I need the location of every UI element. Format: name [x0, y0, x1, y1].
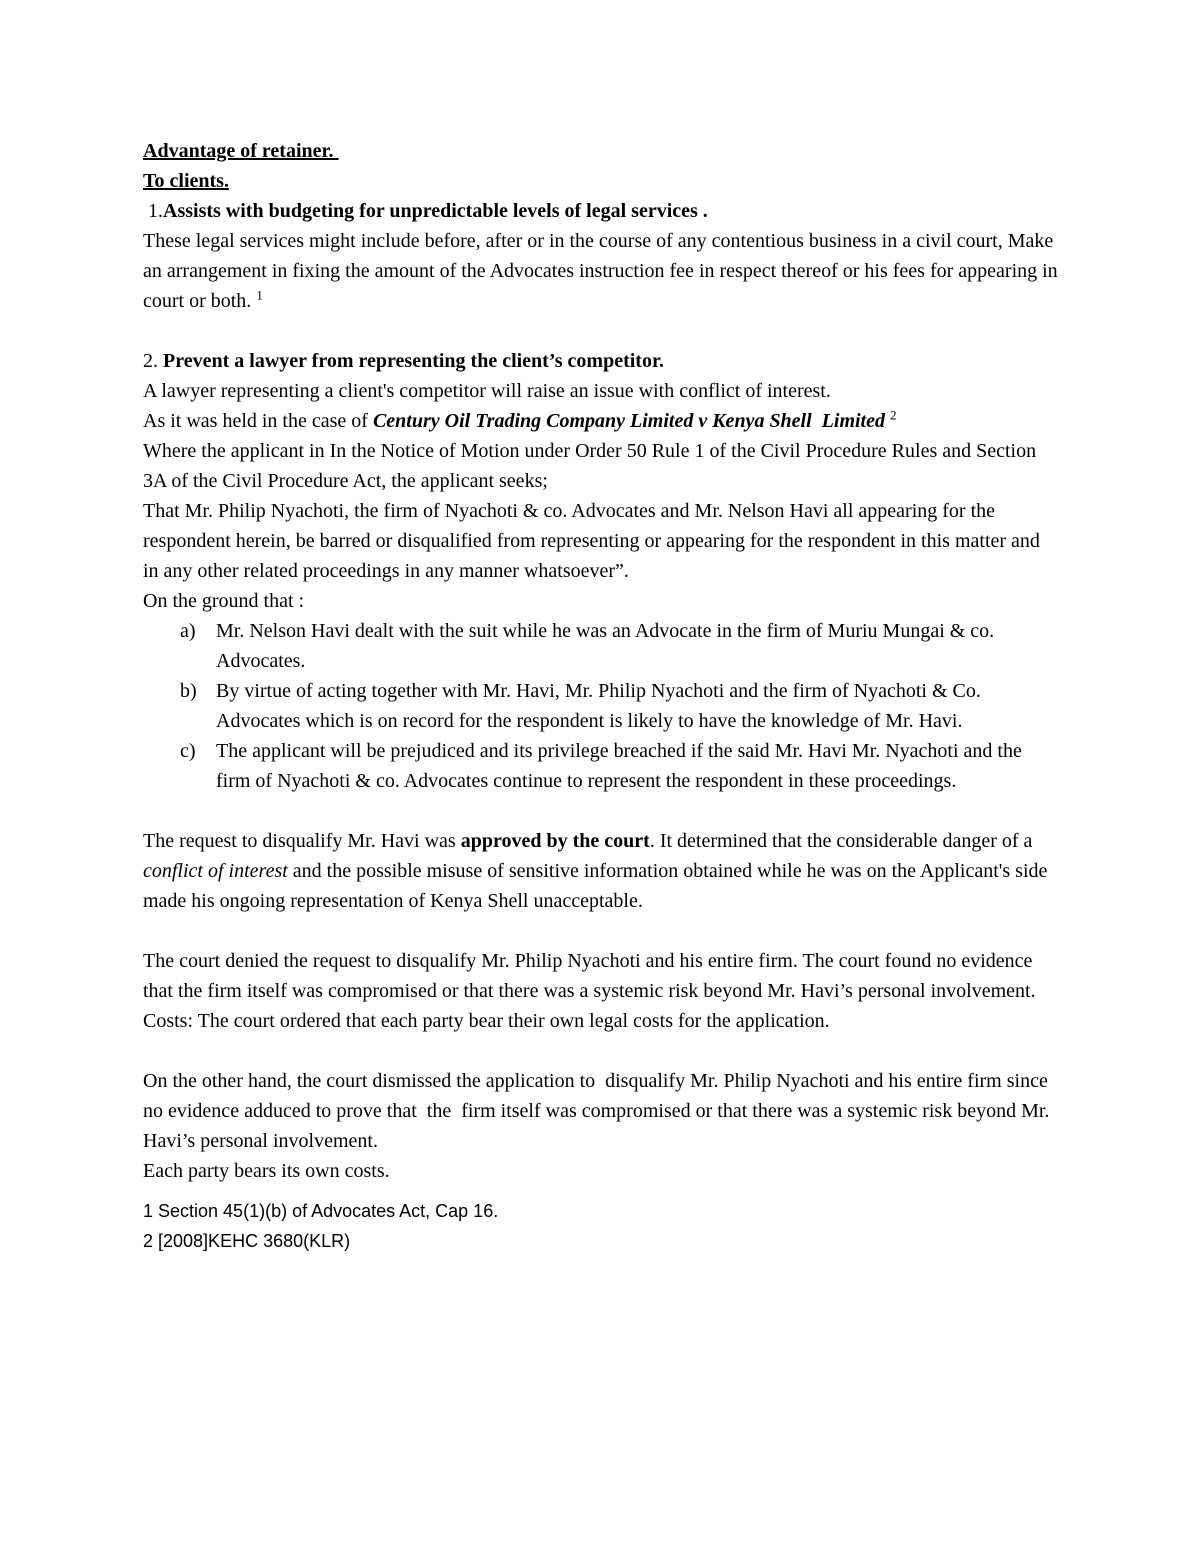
numbered-heading-prevent-lawyer — [143, 346, 1059, 376]
text-run: . It determined that the considerable danger of a — [649, 830, 1038, 852]
list-item-text — [216, 736, 1059, 796]
text-run: Advantage of retainer. — [143, 140, 339, 162]
text-run: Each party bears its own costs. — [143, 1160, 390, 1182]
text-run: conflict of interest — [143, 860, 288, 882]
paragraph-on-the-ground — [143, 586, 1059, 616]
list-item-a — [143, 616, 1059, 676]
list-item-b — [143, 676, 1059, 736]
numbered-heading-budgeting — [143, 196, 1059, 226]
list-marker: a) — [180, 620, 196, 642]
text-run: 2. — [143, 350, 163, 372]
grounds-list — [143, 616, 1059, 796]
spacer-2 — [143, 796, 1059, 826]
paragraph-court-denied — [143, 946, 1059, 1006]
paragraph-legal-services — [143, 226, 1063, 316]
list-item-c — [143, 736, 1059, 796]
text-run: The court denied the request to disqualify Mr. Philip Nyachoti and his entire firm. The court found no evidence that the firm itself was compromised or that there was a systemic risk beyond Mr. Havi’s personal involvement. — [143, 950, 1038, 1002]
text-run: Mr. Nelson Havi dealt with the suit while he was an Advocate in the firm of Muriu Mungai & co. Advocates. — [216, 620, 999, 672]
text-run: That Mr. Philip Nyachoti, the firm of Nyachoti & co. Advocates and Mr. Nelson Havi all appearing for the respondent herein, be barred or disqualified from representing or appearing for the respondent in this matter and in any other related proceedings in any manner whatsoever”. — [143, 500, 1045, 582]
text-run: The request to disqualify Mr. Havi was — [143, 830, 461, 852]
document-blocks — [143, 136, 1063, 1186]
paragraph-conflict-of-interest — [143, 376, 1059, 406]
footnotes — [143, 1196, 1059, 1256]
paragraph-costs — [143, 1006, 1059, 1036]
paragraph-notice-of-motion — [143, 436, 1059, 496]
text-run: Prevent a lawyer from representing the client’s competitor. — [163, 350, 664, 372]
spacer-3 — [143, 916, 1059, 946]
document-body — [143, 136, 1063, 1256]
text-run: Century Oil Trading Company Limited v Kenya Shell Limited — [372, 410, 885, 432]
footnote-2: 2 [2008]KEHC 3680(KLR) — [143, 1231, 351, 1251]
spacer-4 — [143, 1036, 1059, 1066]
text-run: As it was held in the case of — [143, 410, 373, 432]
paragraph-dismissed-application — [143, 1066, 1059, 1156]
text-run: To clients. — [143, 170, 229, 192]
text-run: Where the applicant in In the Notice of Motion under Order 50 Rule 1 of the Civil Procedure Rules and Section 3A of the Civil Procedure Act, the applicant seeks; — [143, 440, 1042, 492]
text-run: A lawyer representing a client's competitor will raise an issue with conflict of interest. — [143, 380, 831, 402]
list-item-text — [216, 676, 1059, 736]
spacer-1 — [143, 316, 1059, 346]
text-run: Costs: The court ordered that each party bear their own legal costs for the application. — [143, 1010, 830, 1032]
text-run: These legal services might include before, after or in the course of any contentious business in a civil court, Make an arrangement in fixing the amount of the Advocates instruction fee in respect thereof or his fees for appearing in court or both. — [143, 230, 1063, 312]
text-run: The applicant will be prejudiced and its privilege breached if the said Mr. Havi Mr. Nyachoti and the firm of Nyachoti & co. Advocates continue to represent the respondent in these proceedings. — [216, 740, 1027, 792]
text-run: and the possible misuse of sensitive information obtained while he was on the Applicant's side made his ongoing representation of Kenya Shell unacceptable. — [143, 860, 1053, 912]
text-run: approved by the court — [460, 830, 650, 852]
text-run: By virtue of acting together with Mr. Havi, Mr. Philip Nyachoti and the firm of Nyachoti & Co. Advocates which is on record for the respondent is likely to have the knowledge of Mr. Havi. — [216, 680, 985, 732]
text-run: On the other hand, the court dismissed the application to disqualify Mr. Philip Nyachoti and his entire firm since no evidence adduced to prove that the firm itself was compromised or that there was a systemic risk beyond Mr. Havi’s personal involvement. — [143, 1070, 1055, 1152]
text-run: Assists with budgeting for unpredictable levels of legal services . — [163, 200, 708, 222]
footnote-1: 1 Section 45(1)(b) of Advocates Act, Cap 16. — [143, 1201, 499, 1221]
paragraph-barred-disqualified — [143, 496, 1059, 586]
list-marker: b) — [180, 680, 197, 702]
footnote-reference: 2 — [890, 407, 897, 423]
paragraph-request-approved — [143, 826, 1059, 916]
footnote-reference: 1 — [256, 287, 263, 303]
text-run: On the ground that : — [143, 590, 305, 612]
heading-to-clients — [143, 166, 1059, 196]
list-item-text — [216, 616, 1059, 676]
list-marker: c) — [180, 740, 196, 762]
paragraph-case-citation — [143, 406, 1059, 436]
paragraph-each-party-costs — [143, 1156, 1059, 1186]
heading-advantage-of-retainer — [143, 136, 1059, 166]
text-run: 1. — [143, 200, 163, 222]
